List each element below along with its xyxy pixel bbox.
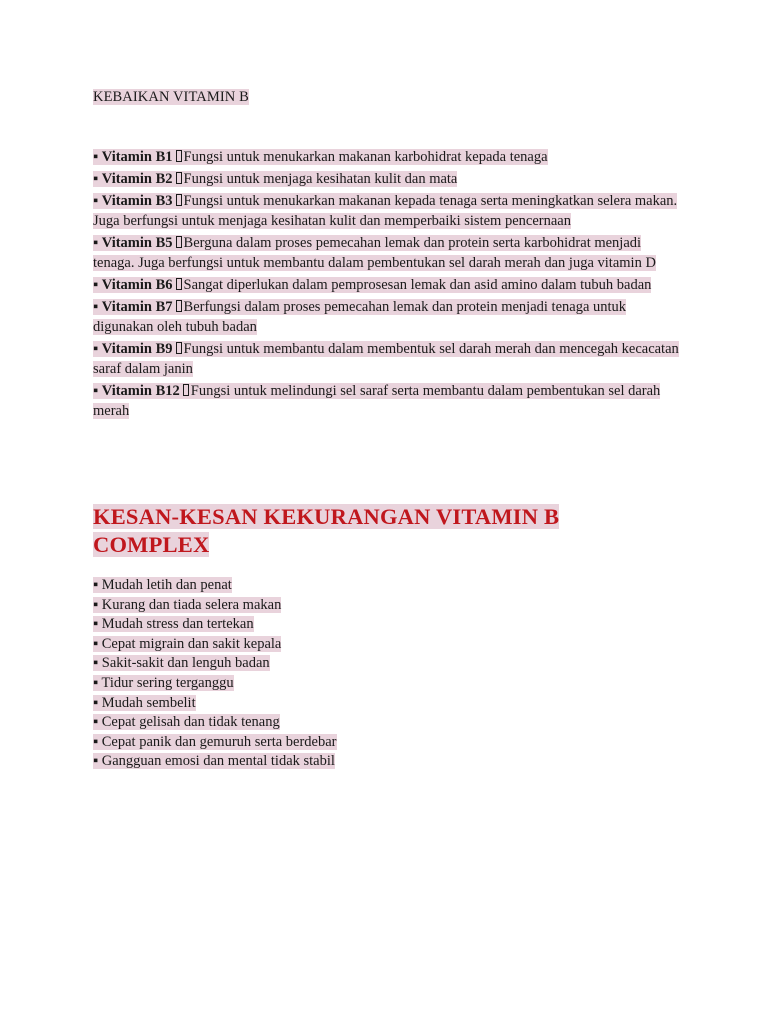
missing-glyph-icon [176, 342, 182, 354]
effect-item [93, 596, 337, 616]
missing-glyph-icon [176, 278, 182, 290]
vitamin-benefits-list [93, 147, 683, 423]
bullet: ▪ [93, 149, 99, 165]
effect-item [93, 752, 337, 772]
bullet: ▪ [93, 596, 99, 613]
effect-item [93, 576, 337, 596]
effect-item [93, 694, 337, 714]
vitamin-item-b6 [93, 275, 683, 295]
bullet: ▪ [93, 635, 99, 652]
vitamin-description: Fungsi untuk menukarkan makanan karbohidrat kepada tenaga [183, 149, 548, 165]
bullet: ▪ [93, 674, 99, 691]
effect-text: Mudah letih dan penat [101, 577, 232, 593]
vitamin-name: Vitamin B12 [101, 383, 180, 399]
effect-item [93, 674, 337, 694]
effect-text: Cepat panik dan gemuruh serta berdebar [101, 733, 337, 750]
bullet: ▪ [93, 733, 99, 750]
effect-text: Kurang dan tiada selera makan [101, 596, 282, 613]
section-heading [93, 503, 613, 559]
section-heading-text: KESAN-KESAN KEKURANGAN VITAMIN B COMPLEX [93, 504, 560, 557]
vitamin-description: Fungsi untuk menjaga kesihatan kulit dan mata [183, 171, 458, 187]
vitamin-description: Sangat diperlukan dalam pemprosesan lemak dan asid amino dalam tubuh badan [183, 277, 652, 293]
effect-item [93, 654, 337, 674]
vitamin-description: Fungsi untuk membantu dalam membentuk sel darah merah dan mencegah kecacatan saraf dalam janin [93, 341, 679, 377]
missing-glyph-icon [176, 300, 182, 312]
bullet: ▪ [93, 341, 99, 357]
effect-text: Mudah sembelit [101, 694, 196, 711]
bullet: ▪ [93, 753, 99, 770]
vitamin-description: Berguna dalam proses pemecahan lemak dan protein serta karbohidrat menjadi tenaga. Juga berfungsi untuk membantu dalam pembentukan sel darah merah dan juga vitamin D [93, 235, 656, 271]
effect-item [93, 733, 337, 753]
vitamin-item-b2 [93, 169, 683, 189]
vitamin-item-b12 [93, 381, 683, 421]
document-title-text: KEBAIKAN VITAMIN B [93, 89, 249, 105]
effect-text: Cepat migrain dan sakit kepala [101, 635, 282, 652]
vitamin-item-b5 [93, 233, 683, 273]
vitamin-name: Vitamin B3 [101, 193, 173, 209]
vitamin-description: Berfungsi dalam proses pemecahan lemak dan protein menjadi tenaga untuk digunakan oleh tubuh badan [93, 299, 627, 335]
deficiency-effects-list [93, 576, 337, 772]
missing-glyph-icon [176, 172, 182, 184]
vitamin-item-b1 [93, 147, 683, 167]
bullet: ▪ [93, 299, 99, 315]
effect-text: Sakit-sakit dan lenguh badan [101, 655, 270, 672]
missing-glyph-icon [176, 150, 182, 162]
effect-text: Mudah stress dan tertekan [101, 616, 254, 633]
vitamin-item-b7 [93, 297, 683, 337]
vitamin-item-b9 [93, 339, 683, 379]
effect-item [93, 713, 337, 733]
bullet: ▪ [93, 655, 99, 672]
vitamin-name: Vitamin B2 [101, 171, 173, 187]
effect-text: Tidur sering terganggu [101, 674, 234, 691]
vitamin-description: Fungsi untuk melindungi sel saraf serta membantu dalam pembentukan sel darah merah [93, 383, 661, 419]
vitamin-item-b3 [93, 191, 683, 231]
vitamin-name: Vitamin B7 [101, 299, 173, 315]
bullet: ▪ [93, 383, 99, 399]
missing-glyph-icon [176, 236, 182, 248]
bullet: ▪ [93, 714, 99, 731]
vitamin-name: Vitamin B5 [101, 235, 173, 251]
bullet: ▪ [93, 235, 99, 251]
vitamin-name: Vitamin B9 [101, 341, 173, 357]
bullet: ▪ [93, 171, 99, 187]
effect-text: Cepat gelisah dan tidak tenang [101, 714, 280, 731]
effect-item [93, 635, 337, 655]
bullet: ▪ [93, 616, 99, 633]
bullet: ▪ [93, 193, 99, 209]
bullet: ▪ [93, 277, 99, 293]
vitamin-name: Vitamin B1 [101, 149, 173, 165]
effect-text: Gangguan emosi dan mental tidak stabil [101, 753, 335, 770]
vitamin-name: Vitamin B6 [101, 277, 173, 293]
effect-item [93, 615, 337, 635]
missing-glyph-icon [183, 384, 189, 396]
vitamin-description: Fungsi untuk menukarkan makanan kepada tenaga serta meningkatkan selera makan. Juga berfungsi untuk menjaga kesihatan kulit dan memperbaiki sistem pencernaan [93, 193, 678, 229]
bullet: ▪ [93, 694, 99, 711]
missing-glyph-icon [176, 194, 182, 206]
bullet: ▪ [93, 577, 99, 593]
document-title [93, 87, 249, 107]
